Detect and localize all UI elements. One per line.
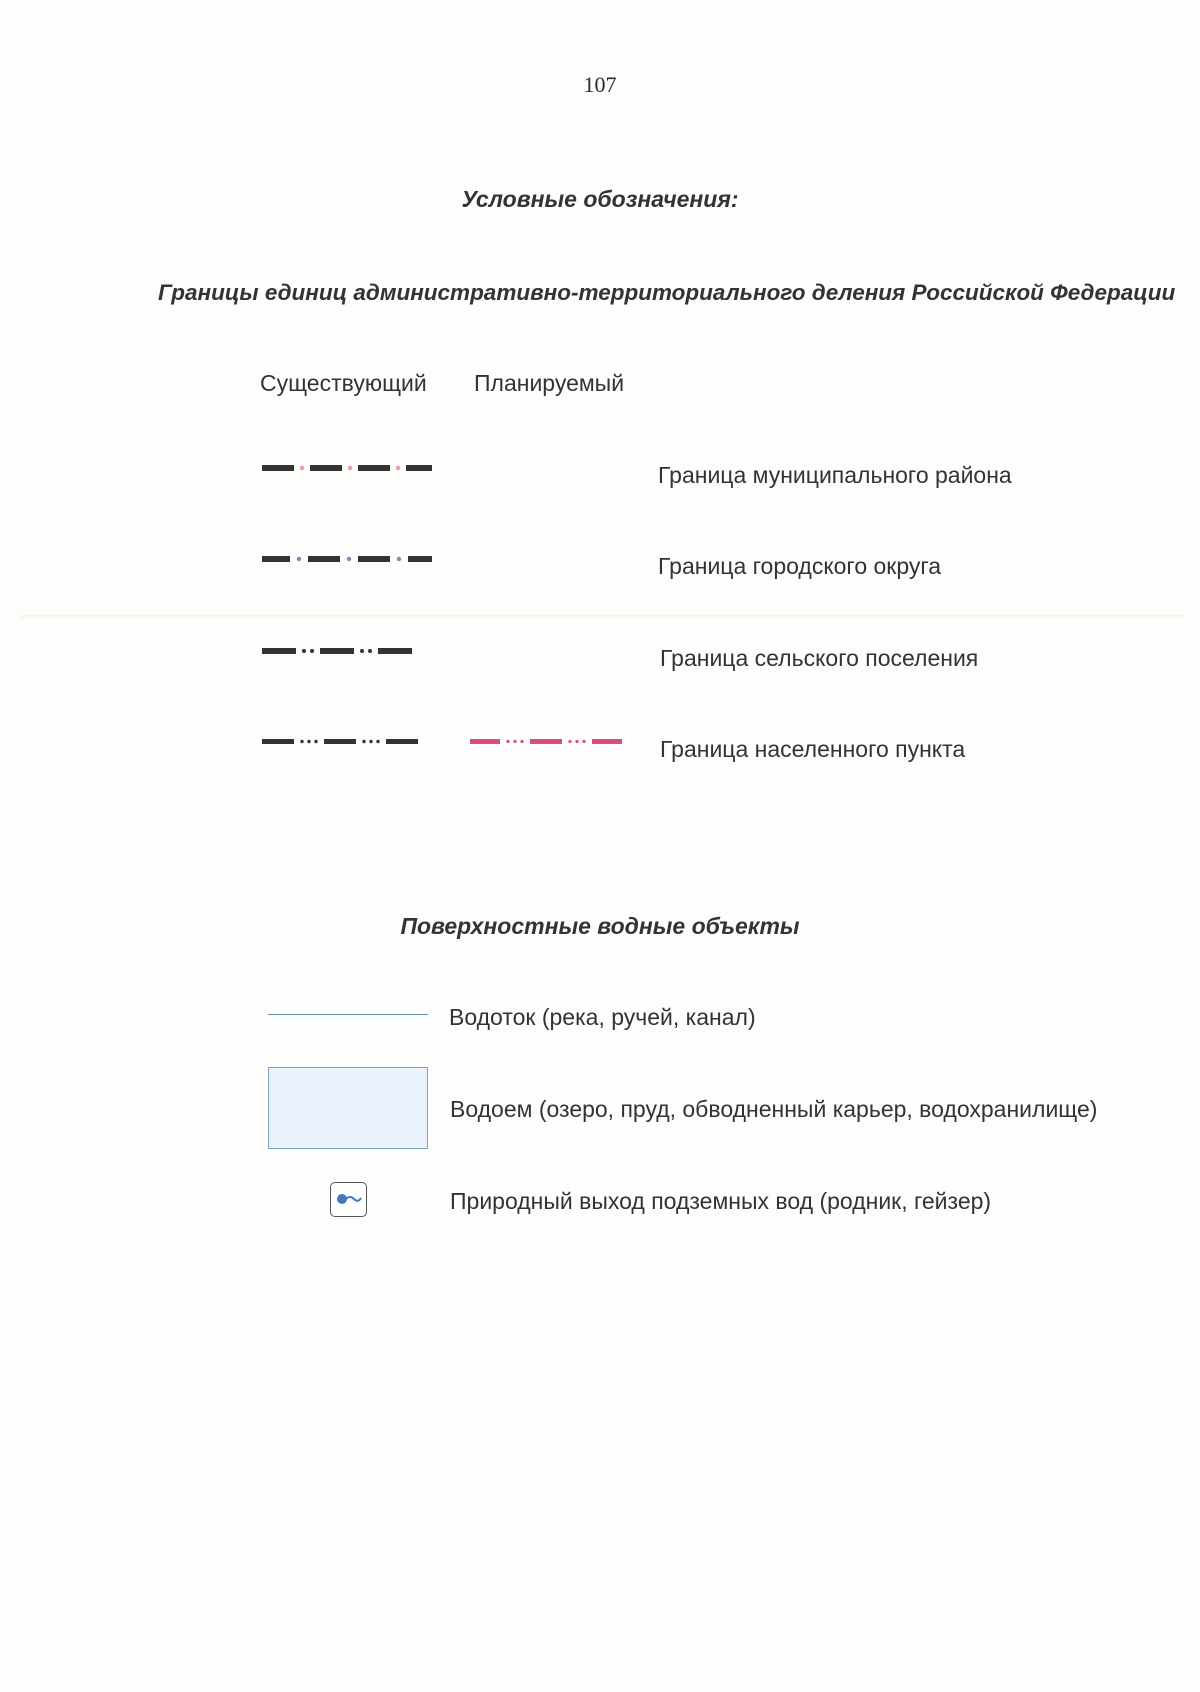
urban-district-label: Граница городского округа — [658, 553, 942, 579]
rural-settlement-boundary-line — [262, 645, 434, 657]
admin-boundaries-title: Границы единиц административно-территориального деления Российской Федерации — [158, 280, 1176, 305]
spring-glyph-icon — [331, 1183, 365, 1215]
planned-locality-boundary-line — [470, 736, 634, 748]
urban-district-boundary-line — [262, 553, 432, 565]
scan-band — [20, 615, 1185, 618]
column-header-existing: Существующий — [260, 370, 427, 396]
spring-label: Природный выход подземных вод (родник, гейзер) — [450, 1188, 992, 1214]
water-body-rect — [268, 1067, 428, 1149]
municipal-district-label: Граница муниципального района — [658, 462, 1012, 488]
water-body-label: Водоем (озеро, пруд, обводненный карьер, водохранилище) — [450, 1096, 1098, 1122]
locality-boundary-line — [262, 736, 434, 748]
spring-icon — [330, 1182, 367, 1217]
column-header-planned: Планируемый — [474, 370, 625, 396]
locality-label: Граница населенного пункта — [660, 736, 966, 762]
page-number: 107 — [583, 72, 617, 97]
rural-settlement-label: Граница сельского поселения — [660, 645, 979, 671]
legend-title: Условные обозначения: — [461, 186, 739, 212]
surface-water-title: Поверхностные водные объекты — [400, 913, 800, 939]
stream-label: Водоток (река, ручей, канал) — [449, 1004, 756, 1030]
municipal-district-boundary-line — [262, 462, 432, 474]
stream-line — [268, 1014, 428, 1015]
